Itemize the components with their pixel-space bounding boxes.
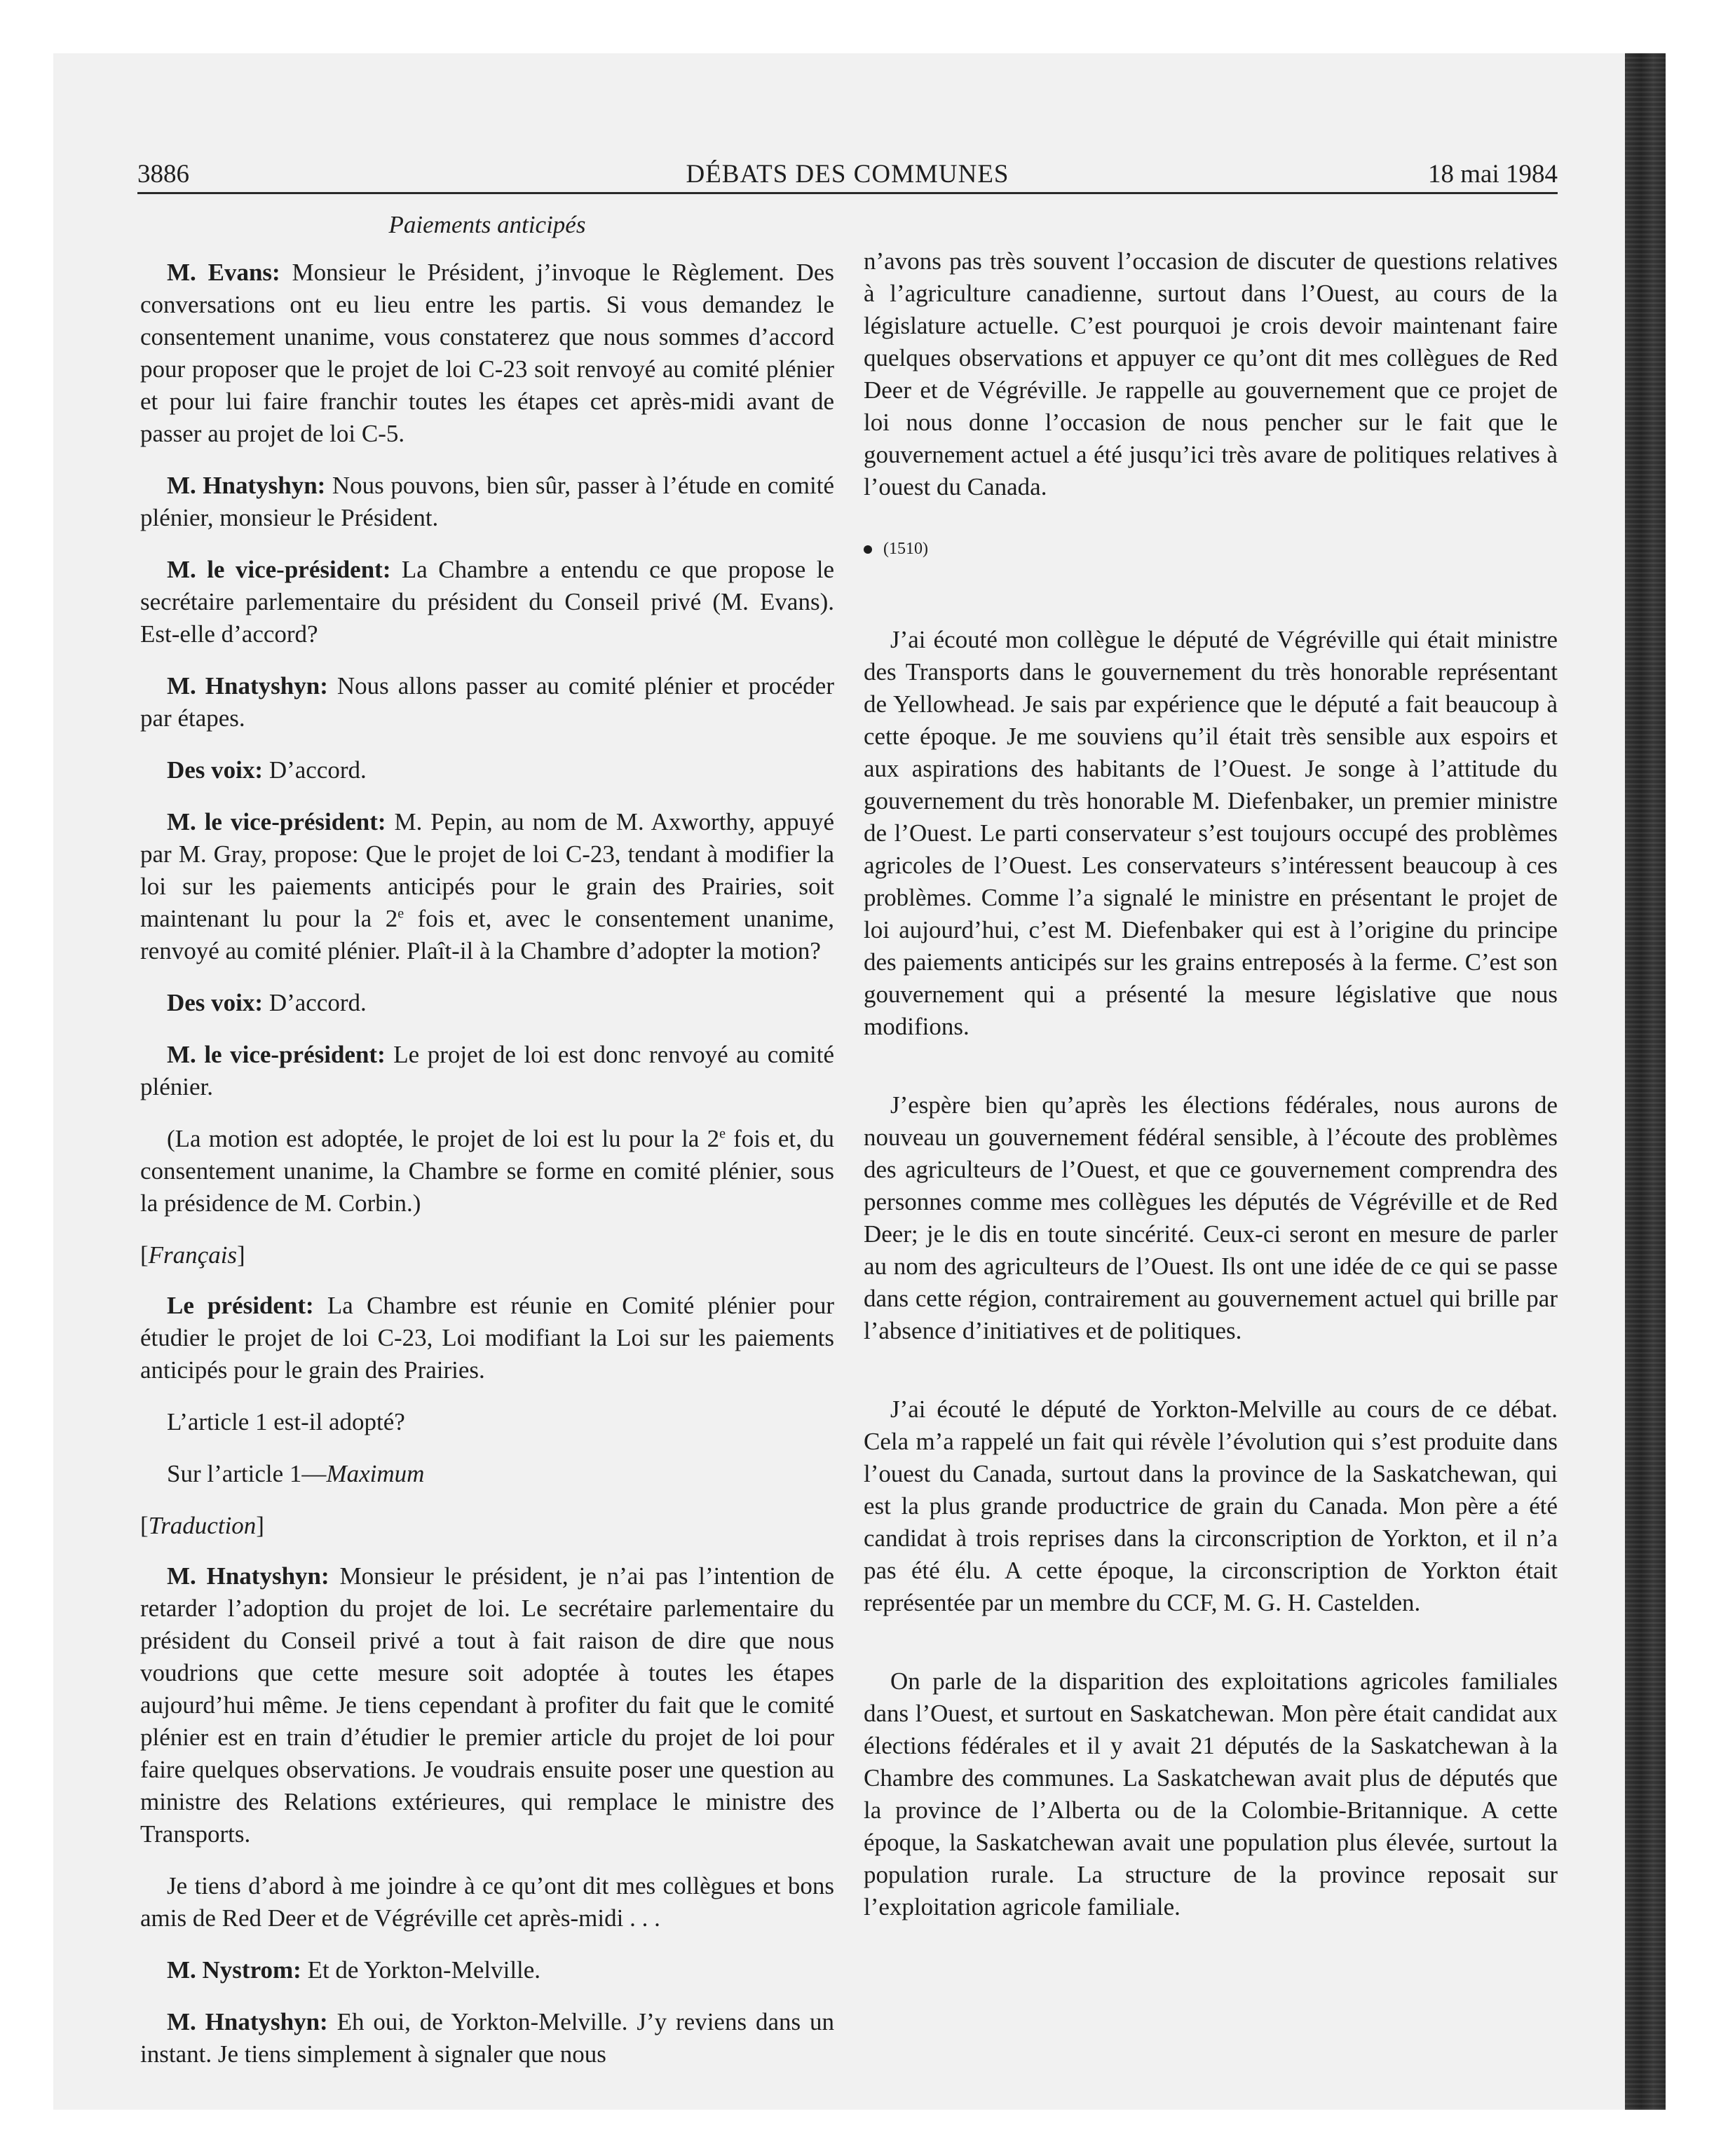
language-tag-translation: [Traduction] bbox=[140, 1512, 264, 1539]
paragraph bbox=[140, 1290, 834, 1386]
paragraph bbox=[140, 257, 834, 450]
speech-text: Nous pouvons, bien sûr, passer à l’étude en comité plénier, monsieur le Président. bbox=[140, 472, 834, 531]
paragraph bbox=[140, 1039, 834, 1103]
language-label: Français bbox=[148, 1241, 238, 1269]
language-label: Traduction bbox=[148, 1512, 257, 1539]
speech-text: Eh oui, de Yorkton-Melville. J’y reviens dans un instant. Je tiens simplement à signaler que nous bbox=[140, 2008, 834, 2068]
paragraph bbox=[140, 806, 834, 967]
time-marker-label: (1510) bbox=[883, 540, 928, 558]
scan-edge-strip bbox=[1625, 53, 1666, 2110]
speaker-name: M. le vice-président: bbox=[167, 808, 386, 835]
paragraph: J’ai écouté mon collègue le député de Végréville qui était ministre des Transports dans le gouvernement du très honorable représentant de Yellowhead. Je sais par expérience que le député a fait beaucoup à cette époque. Je me souviens qu’il était très sensible aux espoirs et aux aspirations des habitants de l’Ouest. Je songe à l’attitude du gouvernement du très honorable M. Diefenbaker, un premier ministre de l’Ouest. Le parti conservateur s’est toujours occupé des problèmes agricoles de l’Ouest. Les conservateurs s’intéressent beaucoup à ces problèmes. Comme l’a signalé le ministre en présentant le projet de loi aujourd’hui, c’est M. Diefenbaker qui est à l’origine du principe des paiements anticipés sur les grains entreposés à la ferme. C’est son gouvernement qui a présenté la mesure législative que nous modifions. bbox=[864, 626, 1558, 1040]
paragraph bbox=[140, 754, 834, 786]
speaker-name: M. le vice-président: bbox=[167, 556, 391, 583]
speaker-name: M. Nystrom: bbox=[167, 1956, 301, 1984]
paragraph-continuation: n’avons pas très souvent l’occasion de discuter de questions relatives à l’agriculture canadienne, surtout dans l’Ouest, au cours de la législature actuelle. C’est pourquoi je crois devoir maintenant faire quelques observations et appuyer ce qu’ont dit mes collègues de Red Deer et de Végréville. Je rappelle au gouvernement que ce projet de loi nous donne l’occasion de nous pencher sur le fait que le gouvernement actuel a été jusqu’ici très avare de politiques relatives à l’ouest du Canada. bbox=[864, 247, 1558, 500]
ordinal-superscript: e bbox=[719, 1126, 726, 1142]
note-text: (La motion est adoptée, le projet de loi est lu pour la 2 bbox=[167, 1125, 720, 1152]
speech-text: Monsieur le président, je n’ai pas l’intention de retarder l’adoption du projet de loi. Le secrétaire parlementaire du président du Conseil privé a tout à fait raison de dire que nous voudrions que cette mesure soit adoptée à toutes les étapes aujourd’hui même. Je tiens cependant à profiter du fait que le comité plénier est en train d’étudier le premier article du projet de loi pour faire quelques observations. Je voudrais ensuite poser une question au ministre des Relations extérieures, qui remplace le ministre des Transports. bbox=[140, 1562, 834, 1848]
speech-text: D’accord. bbox=[263, 756, 367, 784]
speech-text: M. Pepin, au nom de M. Axworthy, appuyé par M. Gray, propose: Que le projet de loi C-23, tendant à modifier la loi sur les paiements anticipés pour le grain des Prairies, soit maintenant lu pour la 2 bbox=[140, 808, 834, 932]
speaker-name: Des voix: bbox=[167, 989, 264, 1016]
speech-text: D’accord. bbox=[263, 989, 367, 1016]
speaker-name: Des voix: bbox=[167, 756, 264, 784]
speech-text: Le projet de loi est donc renvoyé au comité plénier. bbox=[140, 1041, 834, 1100]
speaker-name: Le président: bbox=[167, 1292, 314, 1319]
paragraph: J’ai écouté le député de Yorkton-Melville au cours de ce débat. Cela m’a rappelé un fait qui révèle l’évolution qui s’est produite dans l’ouest du Canada, surtout dans la province de la Saskatchewan, qui est la plus grande productrice de grain du Canada. Mon père a été candidat à trois reprises dans la circonscription de Yorkton, et il n’a pas été élu. A cette époque, la circonscription de Yorkton était représentée par un membre du CCF, M. G. H. Castelden. bbox=[864, 1396, 1558, 1616]
left-column bbox=[140, 209, 834, 2090]
speech-text: Monsieur le Président, j’invoque le Règlement. Des conversations ont eu lieu entre les partis. Si vous demandez le consentement unanime, vous constaterez que nous sommes d’accord pour proposer que le projet de loi C-23 soit renvoyé au comité plénier et pour lui faire franchir toutes les étapes cet après-midi avant de passer au projet de loi C-5. bbox=[140, 259, 834, 447]
bullet-icon bbox=[864, 545, 872, 554]
speaker-name: M. Hnatyshyn: bbox=[167, 472, 326, 499]
speaker-name: M. Hnatyshyn: bbox=[167, 672, 328, 700]
paragraph bbox=[140, 987, 834, 1019]
language-tag-french: [Français] bbox=[140, 1241, 245, 1269]
paragraph bbox=[140, 1954, 834, 1986]
speech-text: Et de Yorkton-Melville. bbox=[301, 1956, 541, 1984]
paragraph bbox=[140, 2006, 834, 2070]
section-subheading: Paiements anticipés bbox=[388, 211, 586, 238]
paragraph bbox=[140, 670, 834, 735]
publication-title: DÉBATS DES COMMUNES bbox=[686, 160, 1009, 189]
article-title: Maximum bbox=[326, 1460, 425, 1487]
speaker-name: M. Hnatyshyn: bbox=[167, 2008, 328, 2035]
paragraph: J’espère bien qu’après les élections fédérales, nous aurons de nouveau un gouvernement fédéral sensible, à l’écoute des problèmes des agriculteurs de l’Ouest, et que ce gouvernement comprendra des personnes comme mes collègues les députés de Végréville et de Red Deer; je le dis en toute sincérité. Ceux-ci seront en mesure de parler au nom des agriculteurs de l’Ouest. Ils ont une idée de ce qui se passe dans cette région, contrairement au gouvernement actuel qui brille par l’absence d’initiatives et de politiques. bbox=[864, 1091, 1558, 1344]
page-number: 3886 bbox=[137, 160, 189, 189]
paragraph: On parle de la disparition des exploitations agricoles familiales dans l’Ouest, et surtout en Saskatchewan. Mon père était candidat aux élections fédérales et il y avait 21 députés de la Saskatchewan à la Chambre des communes. La Saskatchewan avait plus de députés que la province de l’Alberta ou de la Colombie-Britannique. A cette époque, la Saskatchewan avait une population plus élevée, surtout la population rurale. La structure de la province reposait sur l’exploitation agricole familiale. bbox=[864, 1667, 1558, 1920]
speaker-name: M. le vice-président: bbox=[167, 1041, 386, 1068]
article-heading bbox=[140, 1458, 834, 1490]
note-text: fois et, du consentement unanime, la Chambre se forme en comité plénier, sous la présidence de M. Corbin.) bbox=[140, 1125, 834, 1217]
speech-text: fois et, avec le consentement unanime, renvoyé au comité plénier. Plaît-il à la Chambre d’adopter la motion? bbox=[140, 905, 834, 964]
article-question: L’article 1 est-il adopté? bbox=[167, 1408, 405, 1435]
speaker-name: M. Evans: bbox=[167, 259, 280, 286]
procedural-note bbox=[140, 1123, 834, 1220]
ordinal-superscript: e bbox=[397, 906, 404, 922]
paragraph bbox=[140, 1560, 834, 1850]
speech-text: Je tiens d’abord à me joindre à ce qu’ont dit mes collègues et bons amis de Red Deer et de Végréville cet après-midi . . . bbox=[140, 1872, 834, 1932]
right-column bbox=[864, 245, 1558, 1943]
time-marker bbox=[864, 538, 1558, 559]
speech-text: La Chambre a entendu ce que propose le secrétaire parlementaire du président du Conseil privé (M. Evans). Est-elle d’accord? bbox=[140, 556, 834, 648]
speech-text: La Chambre est réunie en Comité plénier pour étudier le projet de loi C-23, Loi modifiant la Loi sur les paiements anticipés pour le grain des Prairies. bbox=[140, 1292, 834, 1384]
paragraph bbox=[140, 1870, 834, 1935]
speaker-name: M. Hnatyshyn: bbox=[167, 1562, 329, 1590]
speech-text: Nous allons passer au comité plénier et procéder par étapes. bbox=[140, 672, 834, 732]
publication-date: 18 mai 1984 bbox=[1428, 160, 1558, 189]
paragraph bbox=[140, 470, 834, 534]
article-label: Sur l’article 1— bbox=[167, 1460, 327, 1487]
paragraph bbox=[140, 554, 834, 650]
running-header bbox=[137, 154, 1558, 194]
